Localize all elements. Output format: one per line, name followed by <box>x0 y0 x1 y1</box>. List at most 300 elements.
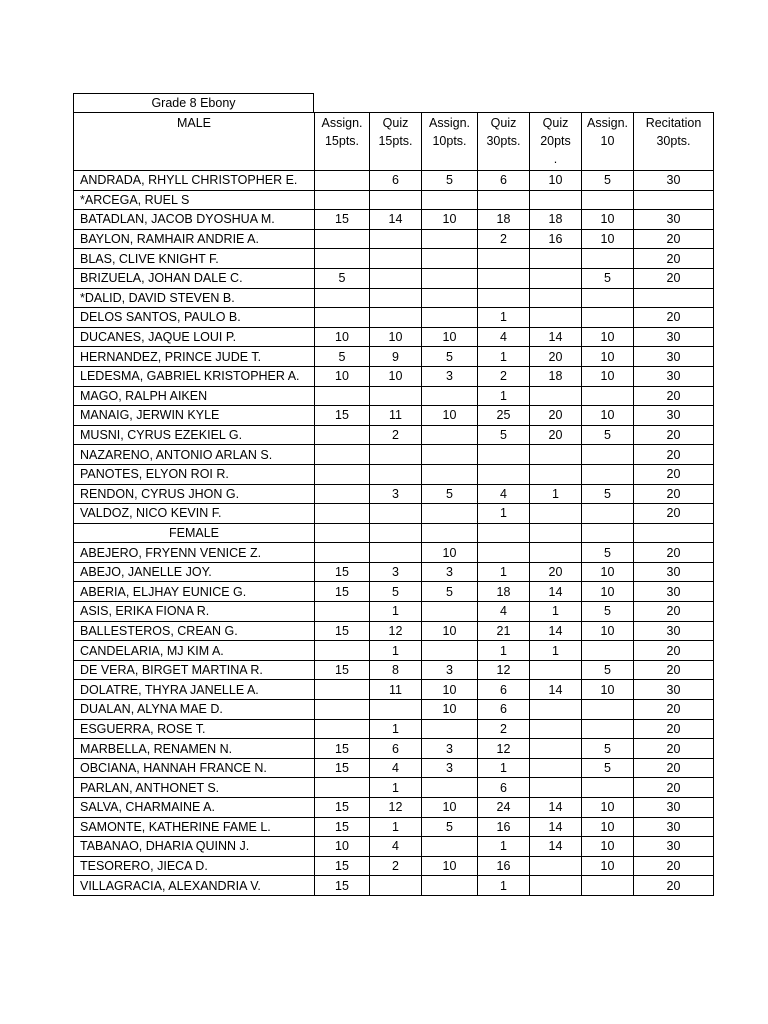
score-cell: 20 <box>530 425 582 445</box>
student-row <box>74 817 714 837</box>
score-cell: 5 <box>315 268 370 288</box>
score-cell: 6 <box>370 171 422 191</box>
score-cell <box>582 719 634 739</box>
student-name: *ARCEGA, RUEL S <box>74 190 315 210</box>
score-cell: 5 <box>422 817 478 837</box>
column-header-line3: . <box>553 152 558 166</box>
score-cell: 24 <box>478 798 530 818</box>
score-cell: 10 <box>582 562 634 582</box>
score-cell <box>422 229 478 249</box>
score-cell: 6 <box>478 700 530 720</box>
score-cell: 14 <box>530 837 582 857</box>
score-cell: 25 <box>478 406 530 426</box>
score-cell <box>315 641 370 661</box>
column-header-line1: Recitation <box>645 116 702 130</box>
score-cell: 3 <box>422 758 478 778</box>
score-cell <box>478 445 530 465</box>
score-cell: 3 <box>422 660 478 680</box>
score-cell <box>582 288 634 308</box>
score-cell: 15 <box>315 582 370 602</box>
score-cell: 16 <box>478 817 530 837</box>
student-row <box>74 719 714 739</box>
empty-cell <box>315 523 370 543</box>
score-cell: 20 <box>634 876 714 896</box>
score-cell: 20 <box>634 739 714 759</box>
score-cell <box>315 464 370 484</box>
score-cell: 6 <box>478 680 530 700</box>
student-row <box>74 366 714 386</box>
score-cell: 10 <box>370 327 422 347</box>
column-header <box>530 113 582 171</box>
score-cell: 30 <box>634 366 714 386</box>
score-cell <box>370 268 422 288</box>
student-name: PANOTES, ELYON ROI R. <box>74 464 315 484</box>
student-row <box>74 406 714 426</box>
score-cell <box>315 484 370 504</box>
score-cell: 10 <box>422 856 478 876</box>
score-cell <box>370 386 422 406</box>
score-cell: 10 <box>315 837 370 857</box>
empty-cell <box>634 523 714 543</box>
score-cell: 10 <box>582 621 634 641</box>
score-cell <box>582 249 634 269</box>
score-cell: 1 <box>370 719 422 739</box>
score-cell <box>422 641 478 661</box>
score-cell: 10 <box>582 347 634 367</box>
score-cell: 4 <box>478 484 530 504</box>
score-cell: 2 <box>478 719 530 739</box>
student-name: DE VERA, BIRGET MARTINA R. <box>74 660 315 680</box>
score-cell: 2 <box>478 366 530 386</box>
score-cell: 14 <box>530 327 582 347</box>
score-cell: 15 <box>315 660 370 680</box>
score-cell <box>370 288 422 308</box>
score-cell: 20 <box>634 308 714 328</box>
student-row <box>74 837 714 857</box>
score-cell: 14 <box>530 817 582 837</box>
column-header <box>370 113 422 171</box>
score-cell: 10 <box>422 406 478 426</box>
score-cell <box>530 190 582 210</box>
score-cell: 10 <box>422 680 478 700</box>
student-name: ASIS, ERIKA FIONA R. <box>74 602 315 622</box>
score-cell: 18 <box>478 582 530 602</box>
student-name: *DALID, DAVID STEVEN B. <box>74 288 315 308</box>
score-cell <box>315 680 370 700</box>
student-name: OBCIANA, HANNAH FRANCE N. <box>74 758 315 778</box>
student-row <box>74 876 714 896</box>
score-cell: 10 <box>422 327 478 347</box>
student-name: NAZARENO, ANTONIO ARLAN S. <box>74 445 315 465</box>
score-cell: 14 <box>530 621 582 641</box>
student-row <box>74 504 714 524</box>
score-cell: 16 <box>478 856 530 876</box>
score-cell <box>315 190 370 210</box>
student-row <box>74 700 714 720</box>
score-cell: 20 <box>634 386 714 406</box>
score-cell <box>370 445 422 465</box>
score-cell <box>478 288 530 308</box>
score-cell: 30 <box>634 798 714 818</box>
student-name: ABERIA, ELJHAY EUNICE G. <box>74 582 315 602</box>
score-cell: 8 <box>370 660 422 680</box>
column-header-line2: 15pts. <box>324 134 360 148</box>
score-cell <box>422 425 478 445</box>
grade-table <box>73 112 714 896</box>
student-row <box>74 249 714 269</box>
student-name: BATADLAN, JACOB DYOSHUA M. <box>74 210 315 230</box>
score-cell: 15 <box>315 562 370 582</box>
student-name: BAYLON, RAMHAIR ANDRIE A. <box>74 229 315 249</box>
score-cell: 20 <box>530 562 582 582</box>
score-cell: 5 <box>422 484 478 504</box>
student-row <box>74 464 714 484</box>
score-cell <box>422 602 478 622</box>
score-cell: 2 <box>478 229 530 249</box>
score-cell: 4 <box>370 758 422 778</box>
empty-cell <box>370 523 422 543</box>
column-header <box>582 113 634 171</box>
student-name: BALLESTEROS, CREAN G. <box>74 621 315 641</box>
score-cell <box>370 308 422 328</box>
score-cell <box>370 229 422 249</box>
score-cell: 30 <box>634 562 714 582</box>
score-cell <box>370 249 422 269</box>
score-cell: 15 <box>315 856 370 876</box>
score-cell: 20 <box>634 504 714 524</box>
score-cell <box>530 778 582 798</box>
student-row <box>74 562 714 582</box>
score-cell: 10 <box>582 406 634 426</box>
score-cell <box>370 190 422 210</box>
score-cell: 5 <box>582 660 634 680</box>
score-cell: 30 <box>634 406 714 426</box>
score-cell <box>582 700 634 720</box>
score-cell: 20 <box>634 602 714 622</box>
score-cell <box>370 464 422 484</box>
student-row <box>74 758 714 778</box>
score-cell: 15 <box>315 817 370 837</box>
score-cell <box>422 190 478 210</box>
score-cell: 3 <box>370 484 422 504</box>
score-cell <box>530 660 582 680</box>
student-name: VILLAGRACIA, ALEXANDRIA V. <box>74 876 315 896</box>
score-cell: 1 <box>370 817 422 837</box>
student-name: MARBELLA, RENAMEN N. <box>74 739 315 759</box>
score-cell: 10 <box>582 327 634 347</box>
score-cell: 4 <box>478 327 530 347</box>
student-row <box>74 856 714 876</box>
score-cell <box>315 445 370 465</box>
score-cell: 1 <box>530 641 582 661</box>
score-cell: 10 <box>422 621 478 641</box>
score-cell <box>530 464 582 484</box>
score-cell: 10 <box>582 582 634 602</box>
score-cell <box>422 386 478 406</box>
student-row <box>74 778 714 798</box>
score-cell: 5 <box>422 347 478 367</box>
score-cell: 10 <box>315 327 370 347</box>
score-cell: 10 <box>582 229 634 249</box>
score-cell: 30 <box>634 327 714 347</box>
column-header-line1: Assign. <box>429 116 470 130</box>
score-cell: 10 <box>582 798 634 818</box>
score-cell: 12 <box>478 660 530 680</box>
score-cell: 20 <box>634 719 714 739</box>
score-cell: 20 <box>634 249 714 269</box>
score-cell: 10 <box>582 680 634 700</box>
score-cell <box>582 504 634 524</box>
score-cell: 14 <box>530 582 582 602</box>
score-cell <box>315 308 370 328</box>
student-name: MAGO, RALPH AIKEN <box>74 386 315 406</box>
score-cell: 14 <box>370 210 422 230</box>
header-row <box>74 113 714 171</box>
score-cell: 6 <box>370 739 422 759</box>
student-name: LEDESMA, GABRIEL KRISTOPHER A. <box>74 366 315 386</box>
empty-cell <box>478 523 530 543</box>
score-cell <box>422 504 478 524</box>
student-name: DUALAN, ALYNA MAE D. <box>74 700 315 720</box>
score-cell: 18 <box>478 210 530 230</box>
score-cell: 6 <box>478 171 530 191</box>
student-row <box>74 171 714 191</box>
column-header-line2: 10 <box>600 134 615 148</box>
score-cell: 5 <box>582 602 634 622</box>
score-cell <box>530 445 582 465</box>
score-cell: 10 <box>582 817 634 837</box>
score-cell: 1 <box>370 778 422 798</box>
score-cell: 5 <box>582 425 634 445</box>
score-cell <box>315 249 370 269</box>
student-name: ABEJERO, FRYENN VENICE Z. <box>74 543 315 563</box>
score-cell <box>315 543 370 563</box>
column-header-line1: Assign. <box>321 116 363 130</box>
column-header <box>478 113 530 171</box>
score-cell: 1 <box>478 641 530 661</box>
score-cell: 30 <box>634 210 714 230</box>
score-cell: 3 <box>422 739 478 759</box>
score-cell: 5 <box>422 582 478 602</box>
score-cell: 2 <box>370 856 422 876</box>
student-row <box>74 308 714 328</box>
score-cell: 1 <box>478 758 530 778</box>
score-cell: 30 <box>634 582 714 602</box>
female-header: FEMALE <box>74 523 315 543</box>
student-name: DELOS SANTOS, PAULO B. <box>74 308 315 328</box>
score-cell: 1 <box>478 308 530 328</box>
student-row <box>74 660 714 680</box>
score-cell <box>422 445 478 465</box>
score-cell: 10 <box>582 837 634 857</box>
score-cell: 18 <box>530 366 582 386</box>
score-cell <box>478 249 530 269</box>
score-cell: 10 <box>422 798 478 818</box>
score-cell <box>422 778 478 798</box>
score-cell <box>422 876 478 896</box>
student-name: MUSNI, CYRUS EZEKIEL G. <box>74 425 315 445</box>
score-cell <box>582 308 634 328</box>
student-row <box>74 190 714 210</box>
score-cell: 15 <box>315 739 370 759</box>
score-cell: 5 <box>582 268 634 288</box>
score-cell: 20 <box>530 406 582 426</box>
class-title: Grade 8 Ebony <box>73 93 314 113</box>
score-cell <box>530 268 582 288</box>
student-row <box>74 386 714 406</box>
score-cell <box>478 268 530 288</box>
score-cell: 20 <box>530 347 582 367</box>
score-cell: 30 <box>634 347 714 367</box>
score-cell: 10 <box>422 543 478 563</box>
column-header-line2: 15pts. <box>378 134 413 148</box>
score-cell: 20 <box>634 543 714 563</box>
score-cell <box>582 445 634 465</box>
score-cell <box>370 700 422 720</box>
student-name: RENDON, CYRUS JHON G. <box>74 484 315 504</box>
score-cell: 12 <box>370 798 422 818</box>
score-cell: 15 <box>315 210 370 230</box>
score-cell <box>582 190 634 210</box>
student-name: MANAIG, JERWIN KYLE <box>74 406 315 426</box>
score-cell: 10 <box>422 700 478 720</box>
score-cell: 2 <box>370 425 422 445</box>
score-cell <box>422 837 478 857</box>
score-cell <box>422 288 478 308</box>
student-name: ANDRADA, RHYLL CHRISTOPHER E. <box>74 171 315 191</box>
score-cell: 1 <box>478 386 530 406</box>
score-cell: 20 <box>634 856 714 876</box>
section-row-female <box>74 523 714 543</box>
score-cell: 4 <box>478 602 530 622</box>
column-header <box>315 113 370 171</box>
grade-table-body <box>74 171 714 896</box>
score-cell: 20 <box>634 660 714 680</box>
student-name: SAMONTE, KATHERINE FAME L. <box>74 817 315 837</box>
score-cell: 3 <box>422 366 478 386</box>
score-cell: 5 <box>315 347 370 367</box>
score-cell: 5 <box>582 484 634 504</box>
student-row <box>74 445 714 465</box>
student-row <box>74 268 714 288</box>
score-cell <box>530 308 582 328</box>
score-cell <box>315 288 370 308</box>
score-cell: 30 <box>634 621 714 641</box>
student-name: HERNANDEZ, PRINCE JUDE T. <box>74 347 315 367</box>
student-name: BLAS, CLIVE KNIGHT F. <box>74 249 315 269</box>
male-header: MALE <box>74 113 315 171</box>
score-cell <box>530 719 582 739</box>
score-cell <box>530 856 582 876</box>
column-header <box>634 113 714 171</box>
score-cell <box>530 758 582 778</box>
score-cell: 1 <box>530 484 582 504</box>
score-cell <box>315 229 370 249</box>
score-cell <box>582 386 634 406</box>
column-header-line2: 30pts. <box>656 134 691 148</box>
column-header-line1: Assign. <box>587 116 628 130</box>
score-cell: 12 <box>478 739 530 759</box>
score-cell: 20 <box>634 778 714 798</box>
score-cell: 10 <box>582 366 634 386</box>
score-cell: 1 <box>370 641 422 661</box>
score-cell: 10 <box>530 171 582 191</box>
score-cell: 12 <box>370 621 422 641</box>
score-cell: 1 <box>478 504 530 524</box>
student-name: PARLAN, ANTHONET S. <box>74 778 315 798</box>
score-cell: 10 <box>582 856 634 876</box>
student-name: SALVA, CHARMAINE A. <box>74 798 315 818</box>
score-cell: 20 <box>634 445 714 465</box>
student-row <box>74 229 714 249</box>
score-cell <box>530 700 582 720</box>
score-cell: 9 <box>370 347 422 367</box>
score-cell: 14 <box>530 680 582 700</box>
score-cell: 3 <box>422 562 478 582</box>
score-cell <box>315 425 370 445</box>
score-cell: 30 <box>634 171 714 191</box>
score-cell <box>582 876 634 896</box>
score-cell <box>582 464 634 484</box>
score-cell: 11 <box>370 680 422 700</box>
column-header-line1: Quiz <box>382 116 409 130</box>
score-cell: 20 <box>634 484 714 504</box>
student-row <box>74 680 714 700</box>
score-cell: 20 <box>634 700 714 720</box>
score-cell <box>530 249 582 269</box>
student-name: VALDOZ, NICO KEVIN F. <box>74 504 315 524</box>
score-cell: 15 <box>315 406 370 426</box>
student-row <box>74 288 714 308</box>
score-cell: 21 <box>478 621 530 641</box>
score-cell: 16 <box>530 229 582 249</box>
score-cell <box>422 719 478 739</box>
student-row <box>74 739 714 759</box>
student-row <box>74 582 714 602</box>
score-cell <box>370 876 422 896</box>
student-row <box>74 798 714 818</box>
score-cell: 1 <box>530 602 582 622</box>
score-cell: 10 <box>315 366 370 386</box>
column-header-line2: 30pts. <box>486 134 521 148</box>
score-cell: 15 <box>315 798 370 818</box>
score-cell <box>315 504 370 524</box>
score-cell <box>478 464 530 484</box>
score-cell: 5 <box>582 739 634 759</box>
score-cell: 4 <box>370 837 422 857</box>
score-cell: 3 <box>370 562 422 582</box>
score-cell: 20 <box>634 758 714 778</box>
empty-cell <box>530 523 582 543</box>
score-cell: 10 <box>422 210 478 230</box>
score-cell: 1 <box>478 562 530 582</box>
score-cell <box>370 504 422 524</box>
score-cell: 15 <box>315 621 370 641</box>
score-cell: 15 <box>315 876 370 896</box>
score-cell <box>530 288 582 308</box>
score-cell: 5 <box>582 543 634 563</box>
score-cell: 20 <box>634 229 714 249</box>
score-cell: 14 <box>530 798 582 818</box>
score-cell: 30 <box>634 837 714 857</box>
score-cell: 20 <box>634 641 714 661</box>
student-row <box>74 210 714 230</box>
student-name: TESORERO, JIECA D. <box>74 856 315 876</box>
column-header-line1: Quiz <box>542 116 569 130</box>
student-row <box>74 425 714 445</box>
student-name: DUCANES, JAQUE LOUI P. <box>74 327 315 347</box>
score-cell: 15 <box>315 758 370 778</box>
